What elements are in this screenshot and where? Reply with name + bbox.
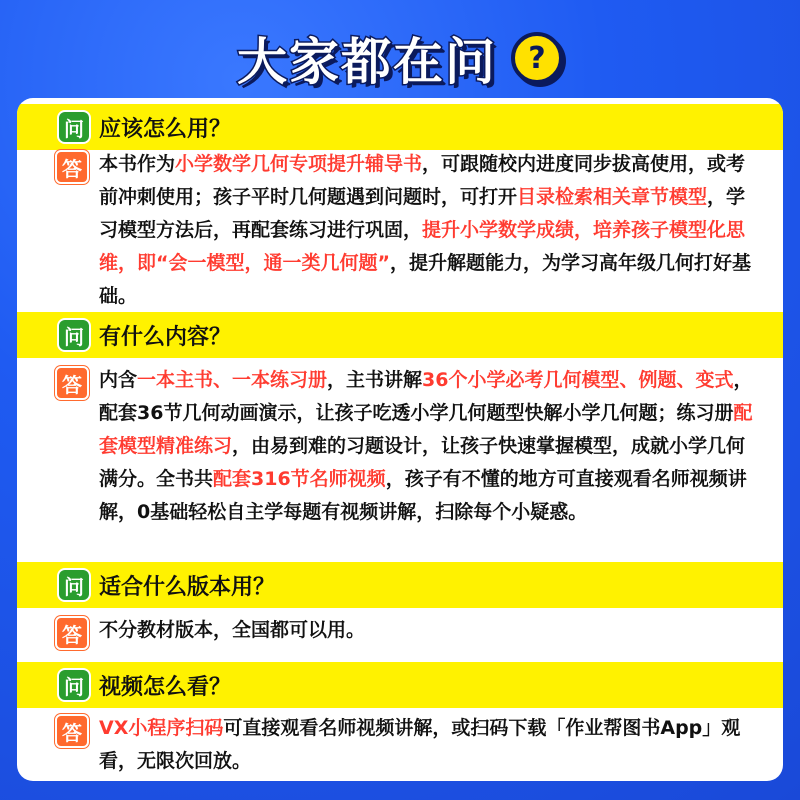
highlight-text: 小学数学几何专项提升辅导书 [175,153,423,175]
answer-segment: ，主书讲解 [327,369,423,391]
question-bar-4 [17,662,783,708]
question-bar-2 [17,312,783,358]
question-icon: 问 [59,320,89,350]
question-bar-1 [17,104,783,150]
answer-icon: 答 [55,714,89,748]
question-icon: 问 [59,670,89,700]
answer-segment: ，配套36节几何动画演示，让孩子吃透小学几何题型快解小学几何题；练习册 [99,369,753,424]
answer-text-3 [99,614,755,647]
answer-segment: 本书作为 [99,153,176,175]
highlight-text: 目录检索相关章节模型 [517,186,708,208]
answer-segment: ，提升解题能力，为学习高年级几何打好基础。 [99,252,751,307]
question-icon: 问 [59,570,89,600]
answer-segment: 可直接观看名师视频讲解，或扫码下载「作业帮图书App」观看，无限次回放。 [99,717,741,772]
highlight-text: 提升小学数学成绩，培养孩子模型化思维，即“会一模型，通一类几何题” [99,219,746,274]
question-mark-icon: ? [511,32,563,84]
answer-segment: ，由易到难的习题设计，让孩子快速掌握模型，成就小学几何满分。全书共 [99,435,746,490]
answer-segment: 不分教材版本，全国都可以用。 [99,619,366,641]
question-text-4: 视频怎么看？ [99,674,232,700]
answer-2 [55,364,755,529]
answer-text-1 [99,148,755,313]
highlight-text: 一本主书、一本练习册 [137,369,328,391]
answer-segment: 内含 [99,369,138,391]
question-icon: 问 [59,112,89,142]
question-bar-3 [17,562,783,608]
answer-icon: 答 [55,150,89,184]
answer-segment: ，孩子有不懂的地方可直接观看名师视频讲解，0基础轻松自主学每题有视频讲解，扫除每个小疑惑。 [99,468,747,523]
question-text-2: 有什么内容？ [99,324,232,350]
answer-3 [55,614,755,647]
highlight-text: VX小程序扫码 [99,717,224,739]
highlight-text: 配套模型精准练习 [99,402,753,457]
answer-text-2 [99,364,755,529]
answer-4 [55,712,755,778]
question-text-1: 应该怎么用？ [99,116,232,142]
answer-segment: ，学习模型方法后，再配套练习进行巩固， [99,186,746,241]
highlight-text: 配套316节名师视频 [213,468,386,490]
highlight-text: 36个小学必考几何模型、例题、变式 [422,369,734,391]
question-text-3: 适合什么版本用？ [99,574,276,600]
answer-segment: ，可跟随校内进度同步拔高使用，或考前冲刺使用；孩子平时几何题遇到问题时，可打开 [99,153,746,208]
answer-icon: 答 [55,366,89,400]
faq-card [17,98,783,781]
answer-icon: 答 [55,616,89,650]
answer-text-4 [99,712,755,778]
header [0,18,800,98]
page-title: 大家都在问 [237,33,497,91]
answer-1 [55,148,755,313]
